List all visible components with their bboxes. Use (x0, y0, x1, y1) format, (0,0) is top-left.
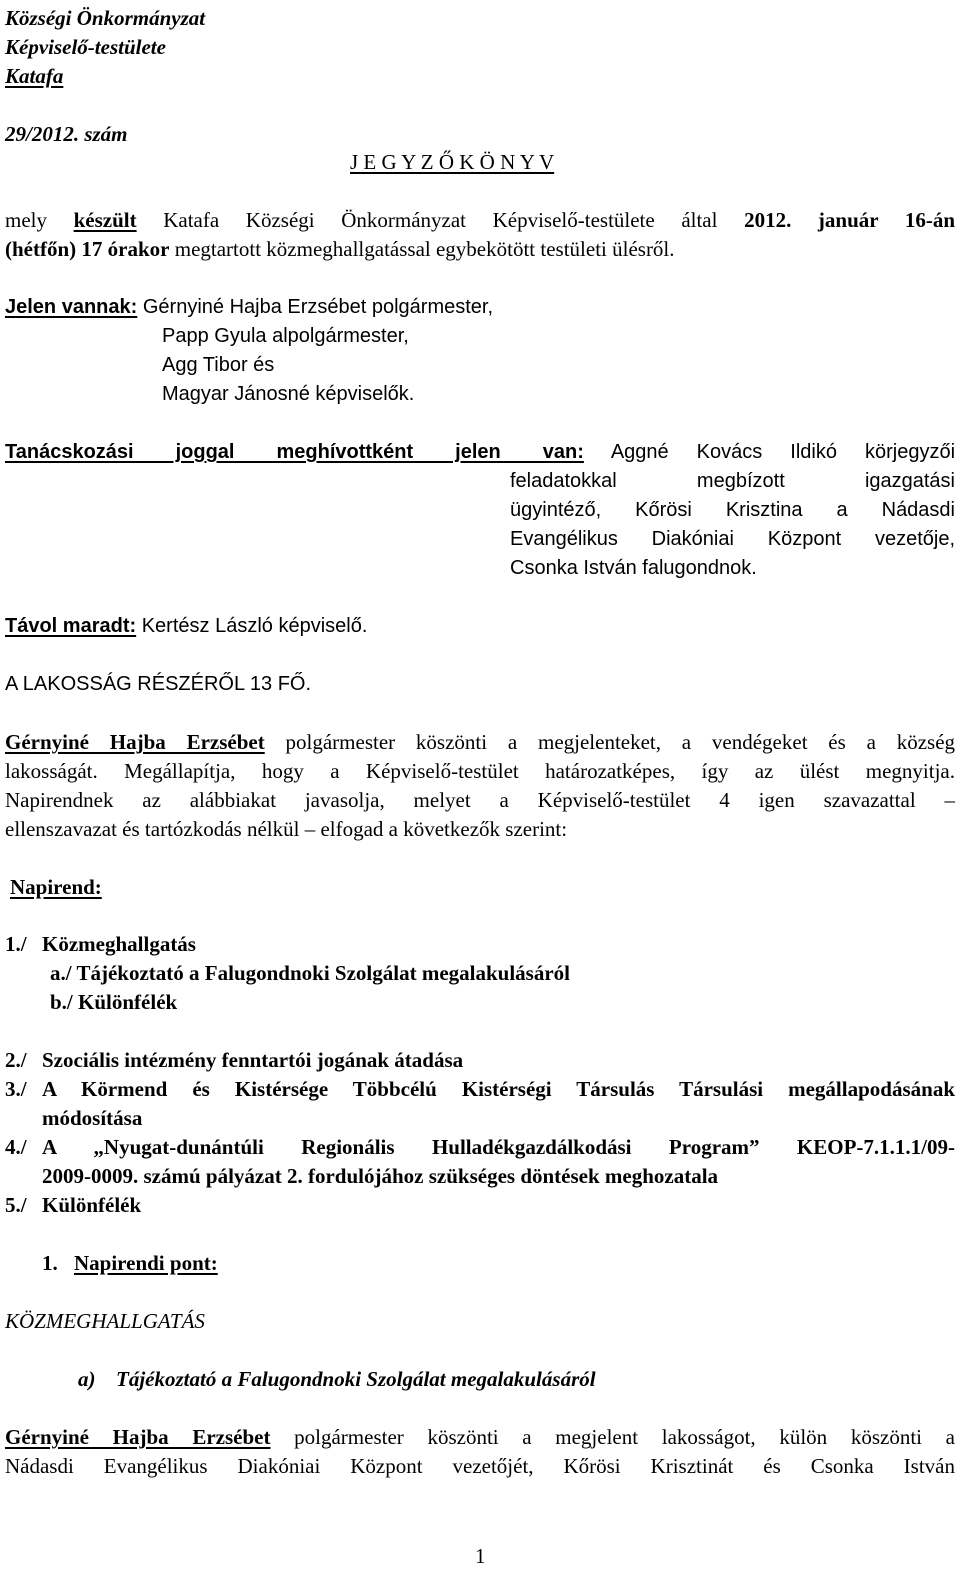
advisory-l2: feladatokkal megbízott igazgatási (510, 470, 955, 492)
advisory-line-1 (5, 438, 955, 467)
intro-w3: Katafa Községi Önkormányzat Képviselő-testülete által (163, 208, 718, 232)
agenda-item-4-text-l2: 2009-0009. számú pályázat 2. fordulójához szükséges döntések meghozatala (42, 1164, 719, 1188)
agenda-sub-b-text: Különfélék (78, 990, 178, 1014)
present-p2: Papp Gyula alpolgármester, (162, 325, 409, 347)
agenda-sub-b (50, 988, 177, 1017)
section-1a-heading (78, 1365, 596, 1394)
intro-time: (hétfőn) 17 órakor (5, 237, 170, 261)
agenda-item-5 (5, 1191, 955, 1220)
section-1-heading (42, 1249, 218, 1278)
agenda-item-4-text-l1: A „Nyugat-dunántúli Regionális Hulladékgazdálkodási Program” KEOP-7.1.1.1/09- (42, 1135, 955, 1159)
section-1a-letter: a) (78, 1367, 96, 1391)
present-p4: Magyar Jánosné képviselők. (162, 383, 415, 405)
agenda-sub-a-num: a./ (50, 961, 72, 985)
absent-label: Távol maradt: (5, 615, 137, 637)
advisory-label: Tanácskozási joggal meghívottként jelen van: (5, 441, 584, 463)
absent-value: Kertész László képviselő. (141, 615, 368, 637)
org-line-2: Képviselő-testülete (5, 35, 166, 59)
advisory-l4: Evangélikus Diakóniai Központ vezetője, (510, 528, 955, 550)
section-1-title: Napirendi pont: (74, 1251, 218, 1275)
agenda-item-3-text-l1: A Körmend és Kistérsége Többcélú Kistérségi Társulás Társulási megállapodásának (42, 1077, 955, 1101)
agenda-item-3-num: 3./ (5, 1077, 27, 1101)
agenda-item-2-num: 2./ (5, 1048, 27, 1072)
agenda-item-1-text: Közmeghallgatás (42, 932, 196, 956)
org-line-1: Községi Önkormányzat (5, 6, 206, 30)
section-1-num: 1. (42, 1251, 58, 1275)
agenda-item-3-text-l2: módosítása (42, 1106, 143, 1130)
agenda-item-1 (5, 930, 955, 959)
opening-line-2: lakosságát. Megállapítja, hogy a Képviselő-testület határozatképes, így az ülést megnyitja. (5, 759, 955, 783)
present-label: Jelen vannak: (5, 296, 138, 318)
section-1-line-2: Nádasdi Evangélikus Diakóniai Központ vezetőjét, Kőrösi Krisztinát és Csonka István (5, 1454, 955, 1478)
intro-line-1 (5, 206, 955, 235)
section-1-name: Gérnyiné Hajba Erzsébet (5, 1425, 271, 1449)
intro-w2: készült (73, 208, 137, 232)
agenda-sub-a-text: Tájékoztató a Falugondnoki Szolgálat megalakulásáról (76, 961, 570, 985)
intro-w6: megtartott közmeghallgatással egybekötött testületi ülésről. (174, 237, 675, 261)
agenda-sub-b-num: b./ (50, 990, 73, 1014)
present-p1: Gérnyiné Hajba Erzsébet polgármester, (142, 296, 494, 318)
present-p3: Agg Tibor és (162, 354, 275, 376)
advisory-l3: ügyintéző, Kőrösi Krisztina a Nádasdi (510, 499, 955, 521)
intro-w1: mely (5, 208, 47, 232)
agenda-item-5-num: 5./ (5, 1193, 27, 1217)
absent-line (5, 612, 367, 641)
agenda-item-3 (5, 1075, 955, 1133)
opening-line-3: Napirendnek az alábbiakat javasolja, melyet a Képviselő-testület 4 igen szavazattal – (5, 788, 955, 812)
intro-line-2 (5, 235, 675, 264)
public-count: A LAKOSSÁG RÉSZÉRŐL 13 FŐ. (5, 673, 312, 695)
agenda-sub-a (50, 959, 570, 988)
advisory-l1: Aggné Kovács Ildikó körjegyzői (610, 441, 956, 463)
section-1a-title: Tájékoztató a Falugondnoki Szolgálat megalakulásáról (116, 1367, 596, 1391)
opening-name: Gérnyiné Hajba Erzsébet (5, 730, 265, 754)
agenda-item-4 (5, 1133, 955, 1191)
opening-line-4: ellenszavazat és tartózkodás nélkül – elfogad a következők szerint: (5, 817, 568, 841)
agenda-item-5-text: Különfélék (42, 1193, 142, 1217)
agenda-item-1-num: 1./ (5, 932, 27, 956)
reference-number: 29/2012. szám (5, 122, 128, 146)
opening-line-1 (5, 728, 955, 757)
agenda-title: Napirend: (10, 875, 102, 899)
org-line-3: Katafa (5, 64, 64, 88)
page-number: 1 (475, 1544, 486, 1568)
section-1-line-1 (5, 1423, 955, 1452)
section-1-subheading: KÖZMEGHALLGATÁS (5, 1309, 205, 1333)
agenda-item-4-num: 4./ (5, 1135, 27, 1159)
advisory-l5: Csonka István falugondnok. (510, 557, 757, 579)
present-line-1 (5, 293, 493, 322)
intro-date: 2012. január 16-án (744, 208, 956, 232)
document-title: J E G Y Z Ő K Ö N Y V (350, 150, 555, 174)
opening-l1-rest: polgármester köszönti a megjelenteket, a vendégeket és a község (285, 730, 956, 754)
section-1-l1-rest: polgármester köszönti a megjelent lakosságot, külön köszönti a (294, 1425, 955, 1449)
agenda-item-2 (5, 1046, 955, 1075)
agenda-item-2-text: Szociális intézmény fenntartói jogának átadása (42, 1048, 464, 1072)
